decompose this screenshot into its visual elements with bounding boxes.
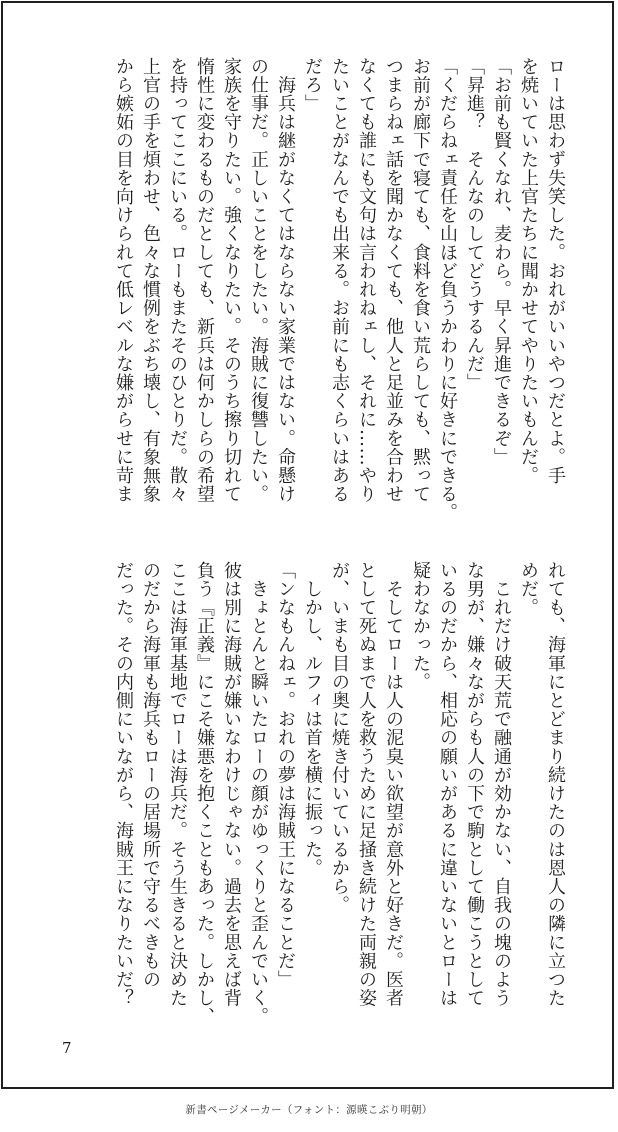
text-line: の仕事だ。正しいことをしたい。海賊に復讐したい。 [248,57,269,504]
text-line: を持ってここにいる。ローもまたそのひとりだ。散々 [167,57,188,504]
text-line: つまらねェ話を聞かなくても、他人と足並みを合わせ [383,57,404,504]
text-line: そしてローは人の泥臭い欲望が意外と好きだ。医者 [383,561,404,1008]
footer-credit: 新書ページメーカー（フォント：源暎こぶり明朝） [185,1104,433,1116]
text-line: きょとんと瞬いたローの顔がゆっくりと歪んでいく。 [248,561,269,1026]
text-line: 惰性に変わるものだとしても、新兵は何かしらの希望 [194,57,215,504]
text-line: めだ。 [518,561,539,617]
page-frame [1,1,614,1089]
text-line: 「ンなもんねェ。おれの夢は海賊王になることだ」 [275,561,296,989]
text-line: 疑わなかった。 [410,561,431,692]
text-line: れても、海軍にとどまり続けたのは恩人の隣に立つた [545,561,566,1008]
text-line: 彼は別に海賊が嫌いなわけじゃない。過去を思えば背 [221,561,242,1008]
text-block-lower [59,561,569,1031]
text-line: 家族を守りたい。強くなりたい。そのうち擦り切れて [221,57,242,504]
text-line: 「お前も賢くなれ、麦わら。早く昇進できるぞ」 [491,57,512,467]
text-line: な男が、嫌々ながらも人の下で駒として働こうとして [464,561,485,1008]
text-line: を焼いていた上官たちに聞かせてやりたいもんだ。 [518,57,539,485]
text-line: 上官の手を煩わせ、色々な慣例をぶち壊し、有象無象 [140,57,161,504]
text-line: いるのだから、相応の願いがあるに違いないとローは [437,561,458,1008]
text-line: お前が廊下で寝ても、食料を食い荒らしても、黙って [410,57,431,504]
text-line: のだから海軍も海兵もローの居場所で守るべきもの [140,561,161,989]
text-line: なくても誰にも文句は言われねェし、それに……やり [356,57,377,504]
text-line: しかし、ルフィは首を横に振った。 [302,561,323,878]
text-line: たいことがなんでも出来る。お前にも志くらいはある [329,57,350,504]
text-block-upper [59,57,569,527]
page-number: 7 [62,1039,72,1057]
text-line: これだけ破天荒で融通が効かない、自我の塊のよう [491,561,512,1008]
text-line: だろ」 [302,57,323,113]
text-line: ローは思わず失笑した。おれがいいやつだとよ。手 [545,57,566,485]
text-line: 「くだらねェ責任を山ほど負うかわりに好きにできる。 [437,57,458,522]
text-line: 負う『正義』にこそ嫌悪を抱くこともあった。しかし、 [194,561,215,1026]
text-line: として死ぬまで人を救うために足掻き続けた両親の姿 [356,561,377,1008]
text-line: から嫉妬の目を向けられて低レベルな嫌がらせに苛ま [113,57,134,504]
text-line: 「昇進？ そんなのしてどうするんだ」 [464,57,485,392]
text-line: 海兵は継がなくてはならない家業ではない。命懸け [275,57,296,504]
text-line: ここは海軍基地でローは海兵だ。そう生きると決めた [167,561,188,1008]
text-line: が、いまも目の奥に焼き付いているから。 [329,561,350,915]
text-line: だった。その内側にいながら、海賊王になりたいだ？ [113,561,134,1008]
